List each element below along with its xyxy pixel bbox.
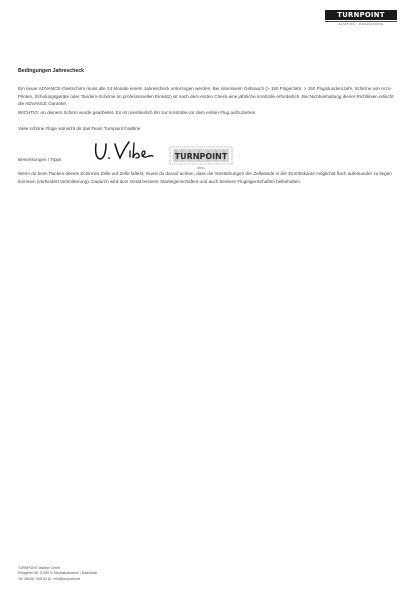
paragraph-packing-tip: Wenn du beim Packen deines Schirmes Zelle auf Zelle faltest, musst du darauf achten, dass die Verstärkungen der Zellwände in der Eintrittskante möglichst flach aufeinander zu liegen kommen (verhindert Verknitterung). Dadurch wird dein Gerät bessere Starteigenschaften und auch bessere Flugeigenschaften beibehalten. [18,171,392,184]
logo-text: TURNPOINT [325,10,397,20]
document-title: Bedingungen Jahrescheck [18,68,85,74]
paragraph-greeting: Viele schöne Flüge wünscht dir das Team Turnpoint Fastline [18,126,141,131]
paragraph-wichtig: WICHTIG: An deinem Schirm wurde gearbeitet. Es ist unerlässlich ihn zur Kontrolle vor dem ersten Flug aufzuziehen. [18,110,257,115]
remarks-label: Bemerkungen / Tipps [18,157,62,162]
footer-street: Eifingerstr 68, D-83071 Stephanskirchen / Baierbach [18,571,98,576]
logo-subtext: AVIATION · PARAGLIDING [325,21,397,27]
turnpoint-logo [325,10,397,26]
stamp-text: TURNPOINT [174,152,228,161]
footer-contact: Tel. 08036 / 908 82 61, info@turnpoint.de [18,576,81,581]
handwritten-signature [92,138,154,166]
stamp-subtext: BEINA [197,167,205,170]
footer-address [18,566,97,582]
footer-company: TURNPOINT fastline GmbH [18,566,61,570]
company-stamp [168,146,238,172]
paragraph-jahrescheck: Ein neuer ADVANCE-Gleitschirm muss alle 24 Monate einem Jahrescheck unterzogen werden. Bei intensivem Gebrauch (> 150 Flüge/Jahr, > 150 Flugstunden/Jahr, Schirme von Acro-Piloten, Schulungsgeräte oder Tandem-Schirme im professionellen Einsatz) ist nach dem ersten Check eine jährliche Kontrolle erforderlich. Bei Nichteinhaltung dieser Richtlinien erlischt die ADVANCE Garantie. [18,86,394,107]
